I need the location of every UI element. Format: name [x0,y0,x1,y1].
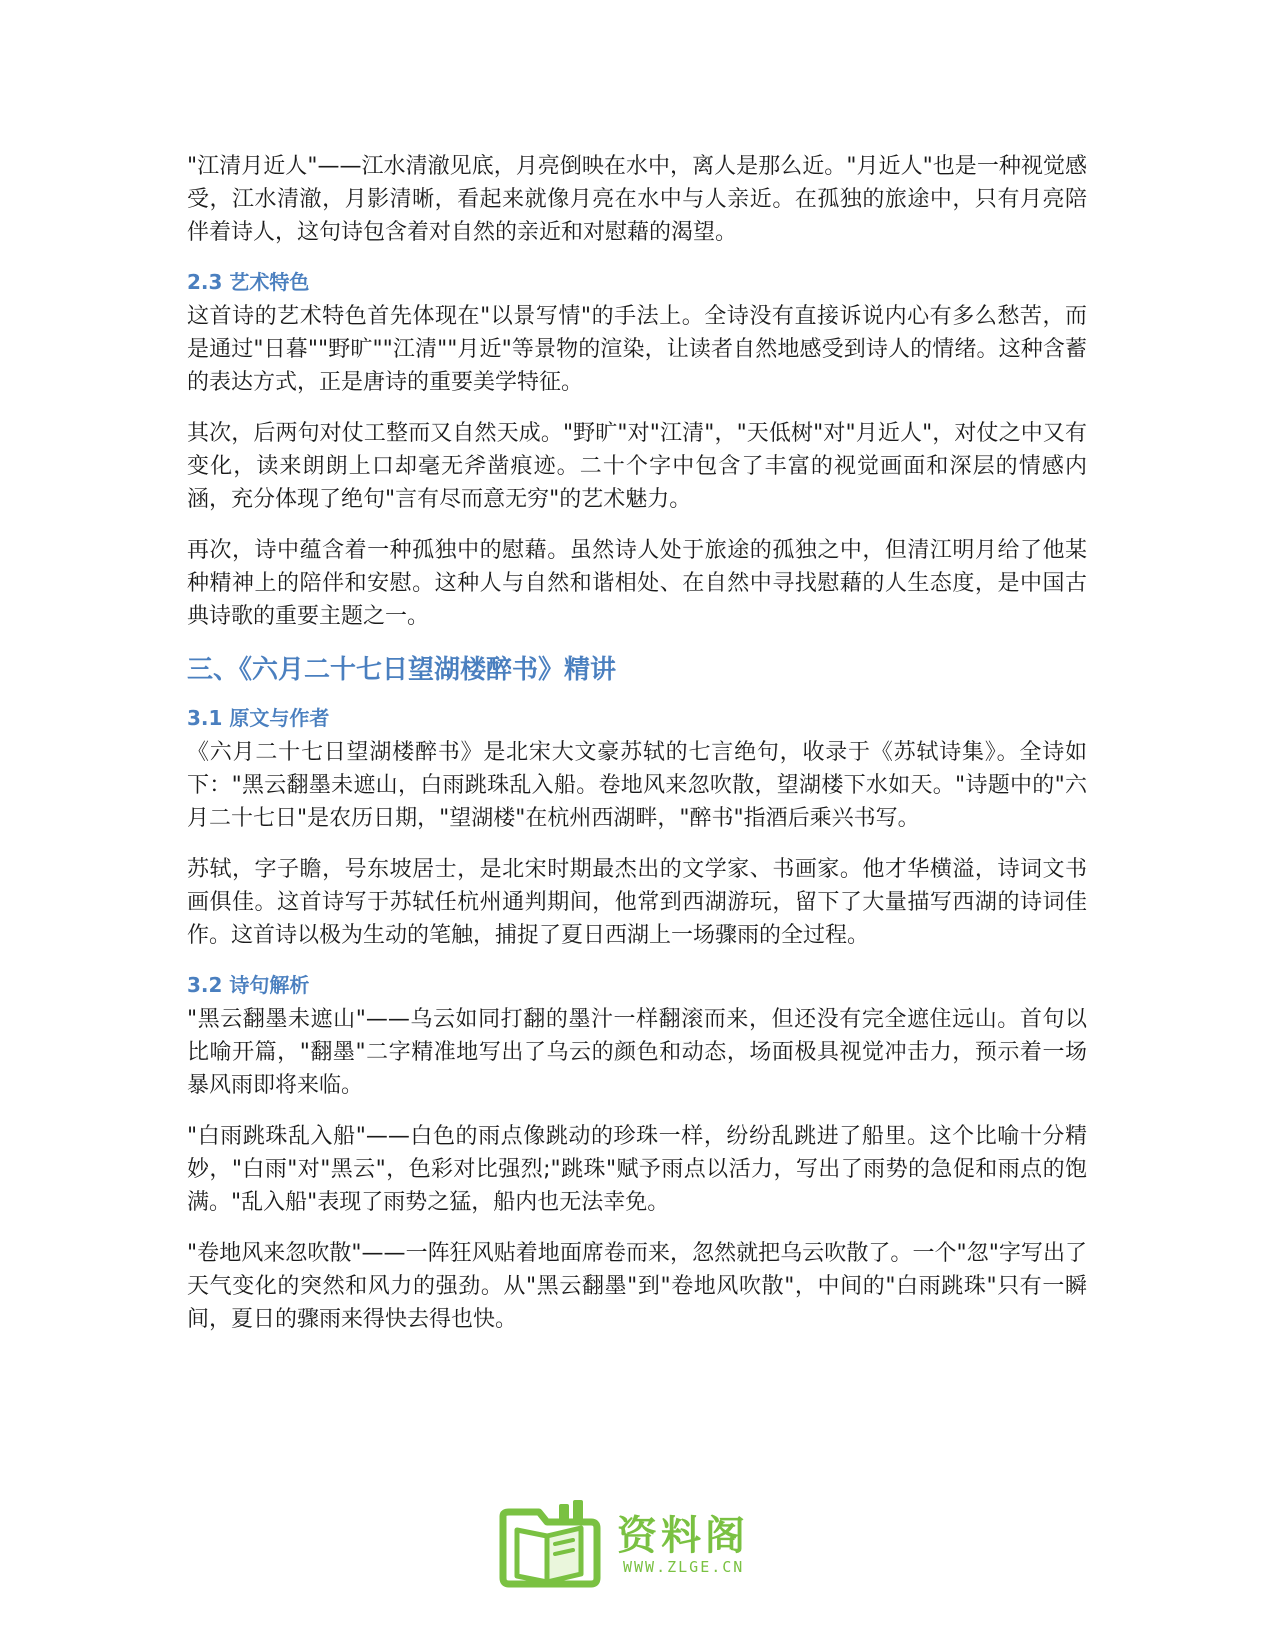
section-title: 三、《六月二十七日望湖楼醉书》精讲 [187,655,617,685]
book-folder-icon [495,1496,607,1592]
poem-analysis-paragraph: "白雨跳珠乱入船"——白色的雨点像跳动的珍珠一样，纷纷乱跳进了船里。这个比喻十分精妙，"白雨"对"黑云"，色彩对比强烈;"跳珠"赋予雨点以活力，写出了雨势的急促和雨点的饱满。"乱入船"表现了雨势之猛，船内也无法幸免。 [187,1124,1087,1215]
art-features-paragraph: 再次，诗中蕴含着一种孤独中的慰藉。虽然诗人处于旅途的孤独之中，但清江明月给了他某种精神上的陪伴和安慰。这种人与自然和谐相处、在自然中寻找慰藉的人生态度，是中国古典诗歌的重要主题之一。 [187,538,1087,629]
poem-analysis-paragraph: "黑云翻墨未遮山"——乌云如同打翻的墨汁一样翻滚而来，但还没有完全遮住远山。首句以比喻开篇，"翻墨"二字精准地写出了乌云的颜色和动态，场面极具视觉冲击力，预示着一场暴风雨即将来临。 [187,1007,1087,1098]
poem-line-analysis-paragraph: "江清月近人"——江水清澈见底，月亮倒映在水中，离人是那么近。"月近人"也是一种视觉感受，江水清澈，月影清晰，看起来就像月亮在水中与人亲近。在孤独的旅途中，只有月亮陪伴着诗人，这句诗包含着对自然的亲近和对慰藉的渴望。 [187,154,1087,245]
art-features-paragraph: 其次，后两句对仗工整而又自然天成。"野旷"对"江清"，"天低树"对"月近人"，对仗之中又有变化，读来朗朗上口却毫无斧凿痕迹。二十个字中包含了丰富的视觉画面和深层的情感内涵，充分体现了绝句"言有尽而意无穷"的艺术魅力。 [187,421,1087,512]
poem-analysis-paragraph: "卷地风来忽吹散"——一阵狂风贴着地面席卷而来，忽然就把乌云吹散了。一个"忽"字写出了天气变化的突然和风力的强劲。从"黑云翻墨"到"卷地风吹散"，中间的"白雨跳珠"只有一瞬间，夏日的骤雨来得快去得也快。 [187,1241,1087,1332]
art-features-paragraph: 这首诗的艺术特色首先体现在"以景写情"的手法上。全诗没有直接诉说内心有多么愁苦，而是通过"日暮""野旷""江清""月近"等景物的渲染，让读者自然地感受到诗人的情绪。这种含蓄的表达方式，正是唐诗的重要美学特征。 [187,304,1087,395]
origin-author-heading: 3.1 原文与作者 [187,706,330,730]
poem-analysis-heading: 3.2 诗句解析 [187,973,310,997]
logo-text: 资料阁 [617,1513,749,1559]
art-features-heading: 2.3 艺术特色 [187,270,310,294]
document-body [187,150,1087,1354]
logo-url: WWW.ZLGE.CN [623,1558,745,1576]
site-logo [495,1496,785,1592]
origin-author-paragraph: 《六月二十七日望湖楼醉书》是北宋大文豪苏轼的七言绝句，收录于《苏轼诗集》。全诗如下："黑云翻墨未遮山，白雨跳珠乱入船。卷地风来忽吹散，望湖楼下水如天。"诗题中的"六月二十七日"是农历日期，"望湖楼"在杭州西湖畔，"醉书"指酒后乘兴书写。 [187,740,1087,831]
origin-author-paragraph: 苏轼，字子瞻，号东坡居士，是北宋时期最杰出的文学家、书画家。他才华横溢，诗词文书画俱佳。这首诗写于苏轼任杭州通判期间，他常到西湖游玩，留下了大量描写西湖的诗词佳作。这首诗以极为生动的笔触，捕捉了夏日西湖上一场骤雨的全过程。 [187,857,1087,948]
